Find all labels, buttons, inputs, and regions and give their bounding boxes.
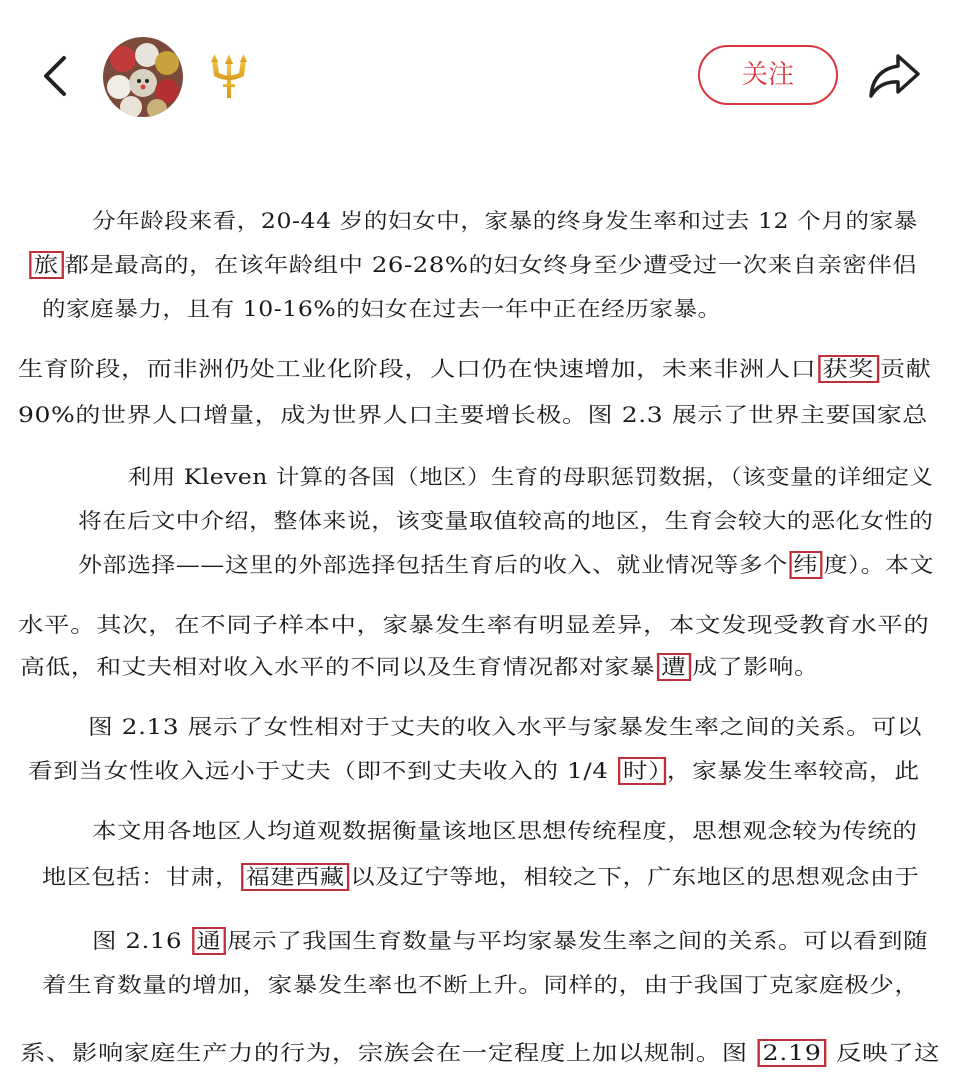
back-button[interactable] xyxy=(28,46,82,106)
avatar[interactable] xyxy=(103,37,183,117)
text-segment: 分年龄段来看，20-44 岁的妇女中，家暴的终身发生率和过去 12 个月的家暴 xyxy=(92,209,918,233)
text-line xyxy=(92,206,918,236)
text-line xyxy=(42,862,919,892)
text-line xyxy=(20,1038,940,1068)
text-segment: 展示了我国生育数量与平均家暴发生率之间的关系。可以看到随 xyxy=(227,929,929,953)
text-line xyxy=(88,712,922,742)
trident-icon xyxy=(204,54,254,100)
share-arrow-icon xyxy=(864,48,924,104)
text-segment: 着生育数量的增加，家暴发生率也不断上升。同样的，由于我国丁克家庭极少， xyxy=(42,973,920,997)
share-button[interactable] xyxy=(864,48,924,104)
highlighted-word: 2.19 xyxy=(758,1039,827,1067)
text-line xyxy=(42,970,919,1000)
avatar-image xyxy=(103,37,183,117)
text-segment: ，家暴发生率较高，此 xyxy=(666,759,920,783)
text-segment: 以及辽宁等地，相较之下，广东地区的思想观念由于 xyxy=(350,865,920,889)
text-segment: 都是最高的，在该年龄组中 26-28%的妇女终身至少遭受过一次来自亲密伴侣 xyxy=(64,253,918,277)
text-line xyxy=(42,294,722,324)
document-page-image xyxy=(0,150,960,1090)
text-line xyxy=(18,400,928,430)
text-line xyxy=(20,652,819,682)
highlighted-word: 时） xyxy=(618,757,666,785)
text-segment: 利用 Kleven 计算的各国（地区）生育的母职惩罚数据，（该变量的详细定义 xyxy=(128,465,934,489)
text-line xyxy=(78,550,934,580)
highlighted-word: 获奖 xyxy=(818,355,879,383)
text-segment: 外部选择——这里的外部选择包括生育后的收入、就业情况等多个 xyxy=(78,553,788,577)
highlighted-word: 旅 xyxy=(29,251,63,279)
text-segment: 的家庭暴力，且有 10-16%的妇女在过去一年中正在经历家暴。 xyxy=(42,297,722,321)
text-segment: 高低，和丈夫相对收入水平的不同以及生育情况都对家暴 xyxy=(20,655,656,679)
text-segment: 看到当女性收入远小于丈夫（即不到丈夫收入的 1/4 xyxy=(28,759,617,783)
text-segment: 地区包括：甘肃， xyxy=(42,865,240,889)
text-line xyxy=(28,250,917,280)
highlighted-word: 通 xyxy=(192,927,226,955)
text-line xyxy=(18,354,931,384)
text-line xyxy=(92,926,928,956)
text-line xyxy=(18,610,929,640)
highlighted-word: 福建西藏 xyxy=(241,863,349,891)
text-segment: 图 2.16 xyxy=(92,929,191,953)
text-segment: 图 2.13 展示了女性相对于丈夫的收入水平与家暴发生率之间的关系。可以 xyxy=(88,715,923,739)
text-line xyxy=(92,816,917,846)
highlighted-word: 纬 xyxy=(789,551,823,579)
text-segment: 生育阶段，而非洲仍处工业化阶段，人口仍在快速增加，未来非洲人口 xyxy=(18,357,817,381)
text-segment: 本文用各地区人均道观数据衡量该地区思想传统程度，思想观念较为传统的 xyxy=(92,819,918,843)
text-segment: 系、影响家庭生产力的行为，宗族会在一定程度上加以规制。图 xyxy=(20,1041,757,1065)
text-segment: 成了影响。 xyxy=(692,655,820,679)
text-line xyxy=(78,506,933,536)
text-segment: 反映了这 xyxy=(827,1041,941,1065)
trident-badge xyxy=(204,54,254,100)
text-segment: 水平。其次，在不同子样本中，家暴发生率有明显差异，本文发现受教育水平的 xyxy=(18,613,930,637)
text-segment: 90%的世界人口增量，成为世界人口主要增长极。图 2.3 展示了世界主要国家总 xyxy=(18,403,928,427)
text-segment: 贡献 xyxy=(879,357,932,381)
text-segment: 度）。本文 xyxy=(823,553,935,577)
text-segment: 将在后文中介绍，整体来说，该变量取值较高的地区，生育会较大的恶化女性的 xyxy=(78,509,934,533)
chevron-left-icon xyxy=(28,46,82,106)
text-line xyxy=(128,462,933,492)
follow-button[interactable]: 关注 xyxy=(698,45,838,105)
highlighted-word: 遭 xyxy=(656,653,691,681)
text-line xyxy=(28,756,920,786)
top-bar xyxy=(0,0,960,150)
